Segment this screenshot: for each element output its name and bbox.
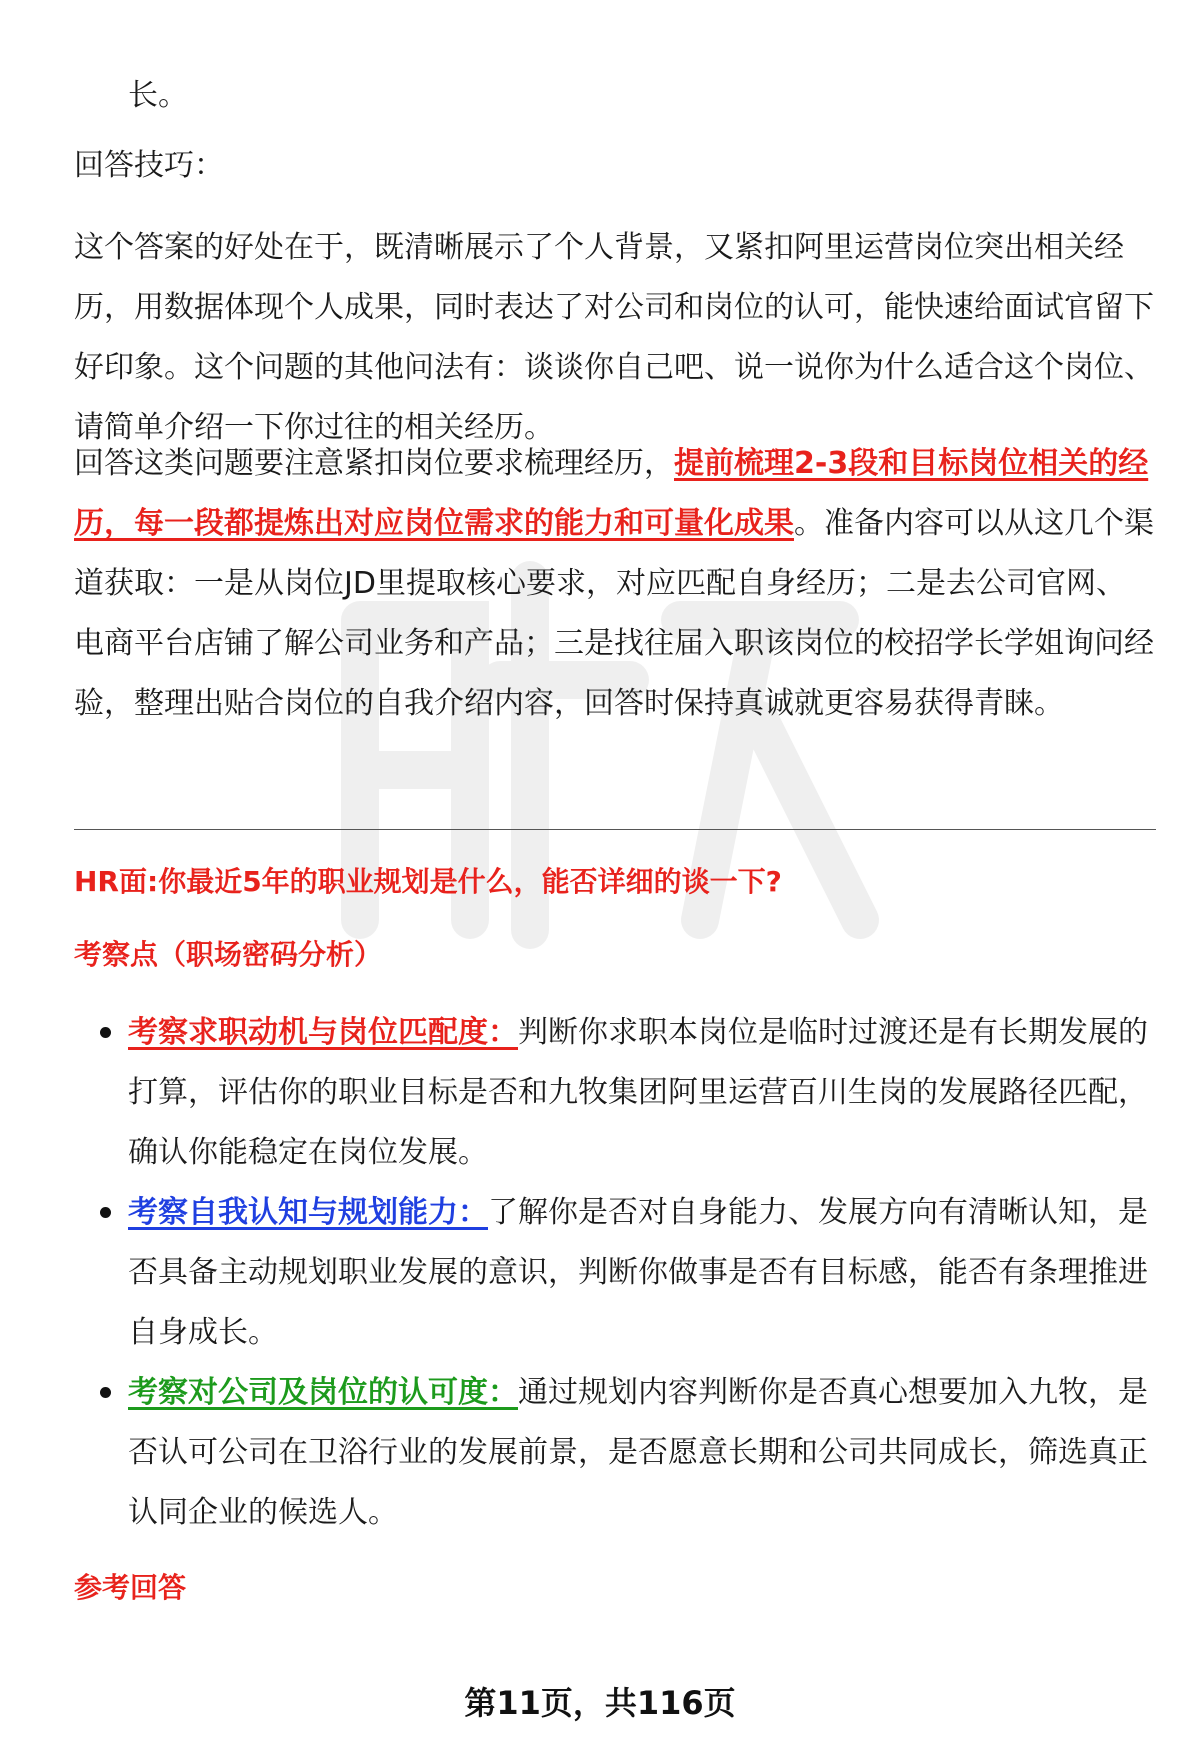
question-title: HR面:你最近5年的职业规划是什么，能否详细的谈一下? [74,865,782,898]
point-text: 了解你是否对自身能力、发展方向有清晰认知，是否具备主动规划职业发展的意识，判断你做事是否有目标感，能否有条理推进自身成长。 [128,1195,1148,1350]
tip-label: 回答技巧： [74,148,224,183]
section-divider [74,829,1156,830]
bullet-dot-icon [100,1387,111,1398]
list-item [74,1363,1154,1543]
tip-paragraph-2-rest: 。准备内容可以从这几个渠道获取：一是从岗位JD里提取核心要求，对应匹配自身经历；二是去公司官网、电商平台店铺了解公司业务和产品；三是找往届入职该岗位的校招学长学姐询问经验，整理出贴合岗位的自我介绍内容，回答时保持真诚就更容易获得青睐。 [74,506,1154,721]
point-label: 考察自我认知与规划能力： [128,1195,488,1230]
list-item [74,1183,1154,1363]
continuation-text: 长。 [128,78,188,113]
point-label: 考察对公司及岗位的认可度： [128,1375,518,1410]
bullet-dot-icon [100,1207,111,1218]
point-text: 判断你求职本岗位是临时过渡还是有长期发展的打算，评估你的职业目标是否和九牧集团阿里运营百川生岗的发展路径匹配，确认你能稳定在岗位发展。 [128,1015,1148,1170]
analysis-points-list [74,1003,1154,1543]
tip-paragraph-2-intro: 回答这类问题要注意紧扣岗位要求梳理经历， [74,446,674,481]
analysis-heading: 考察点（职场密码分析） [74,938,383,971]
point-label: 考察求职动机与岗位匹配度： [128,1015,518,1050]
tip-paragraph-2-highlight: 提前梳理2-3段和目标岗位相关的经历，每一段都提炼出对应岗位需求的能力和可量化成果 [74,446,1149,541]
point-text: 通过规划内容判断你是否真心想要加入九牧，是否认可公司在卫浴行业的发展前景，是否愿意长期和公司共同成长，筛选真正认同企业的候选人。 [128,1375,1148,1530]
tip-paragraph-2 [74,434,1154,734]
list-item [74,1003,1154,1183]
page-number: 第11页，共116页 [464,1684,736,1722]
bullet-dot-icon [100,1027,111,1038]
reference-answer-heading: 参考回答 [74,1571,187,1604]
tip-paragraph-1: 这个答案的好处在于，既清晰展示了个人背景，又紧扣阿里运营岗位突出相关经历，用数据体现个人成果，同时表达了对公司和岗位的认可，能快速给面试官留下好印象。这个问题的其他问法有：谈谈你自己吧、说一说你为什么适合这个岗位、请简单介绍一下你过往的相关经历。 [74,230,1154,445]
